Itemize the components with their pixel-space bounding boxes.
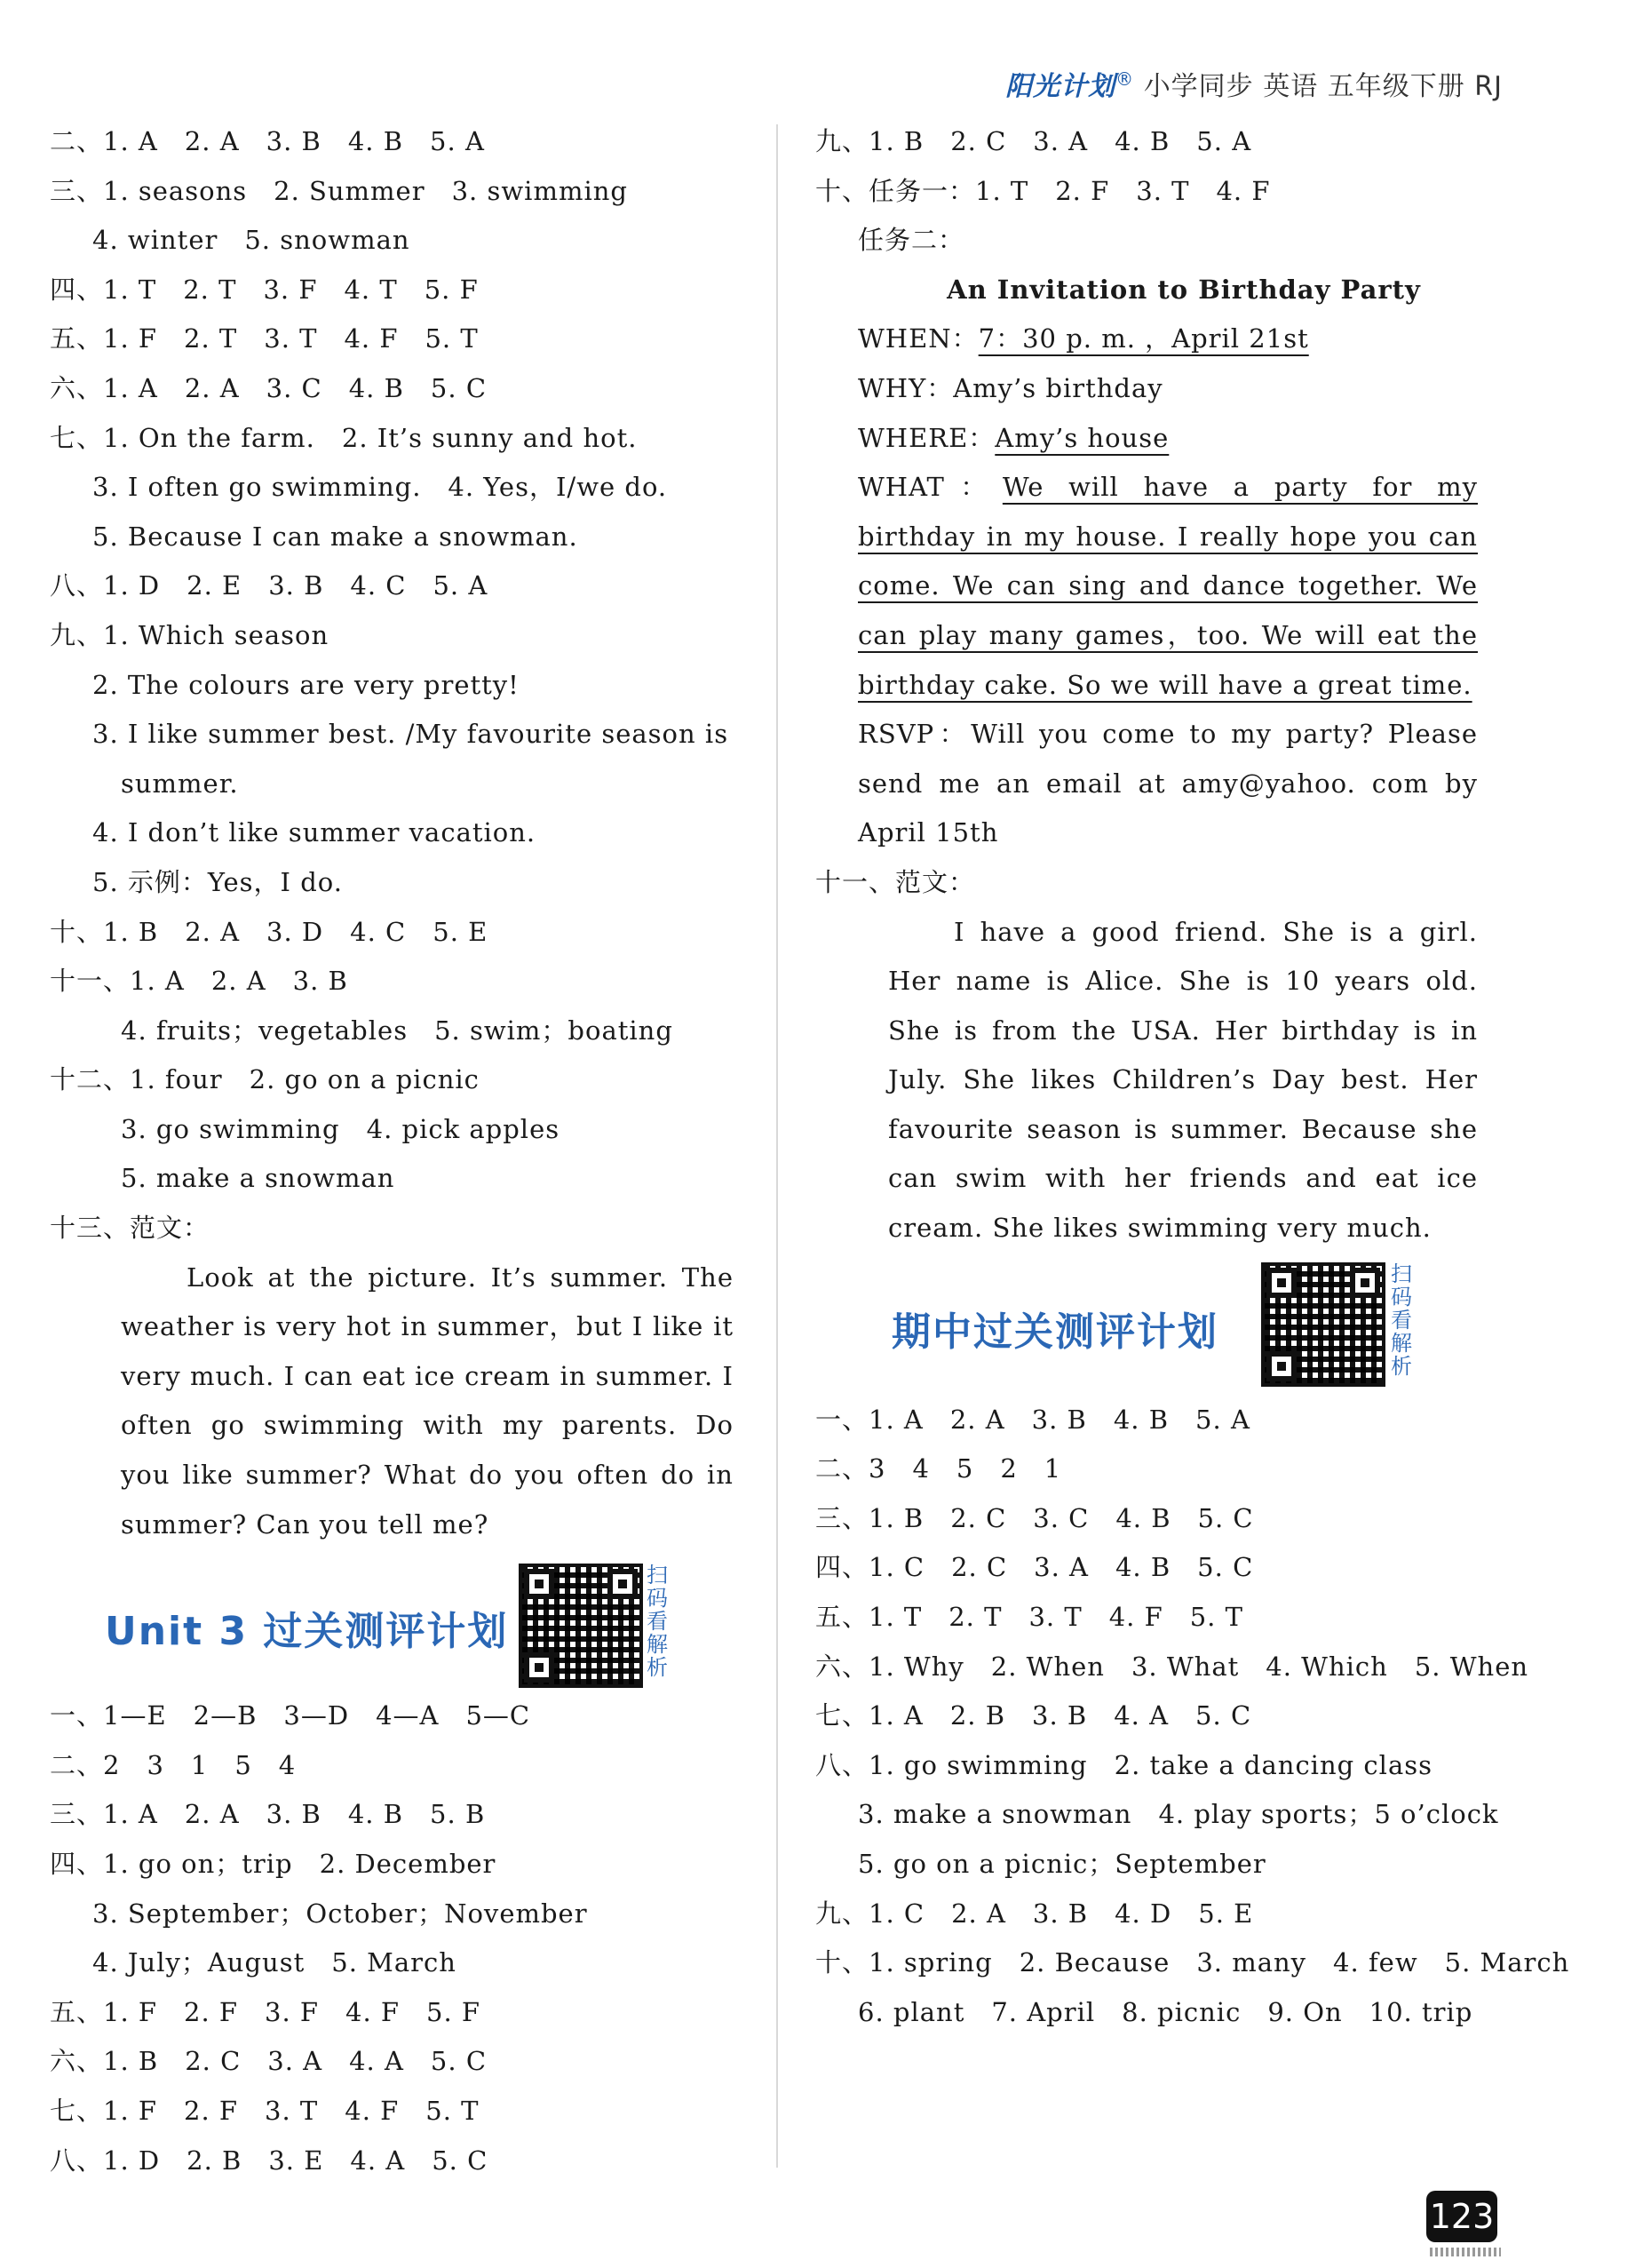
answer-line: 3. I often go swimming. 4. Yes，I/we do. [92, 472, 668, 503]
answer-line: 3. I like summer best. /My favourite season is [92, 719, 729, 750]
answer-line: 4. fruits；vegetables 5. swim；boating [121, 1015, 673, 1046]
answer-line: 十一、1. A 2. A 3. B [50, 966, 348, 997]
what-value: We will have a party for my birthday in my house. I really hope you can come. We can sing and dance together. We can play many games，too. We will eat the birthday cake. So we will have a great time. [858, 472, 1478, 700]
answer-line: 六、1. A 2. A 3. C 4. B 5. C [50, 372, 488, 403]
answer-line: 十、1. B 2. A 3. D 4. C 5. E [50, 916, 488, 947]
invitation-rsvp: RSVP：Will you come to my party? Please send me an email at amy@yahoo. com by April 15th [858, 719, 1478, 848]
invitation-title: An Invitation to Birthday Party [947, 274, 1421, 305]
answer-line: 5. Because I can make a snowman. [92, 521, 578, 552]
book-info: 小学同步 英语 五年级下册 RJ [1143, 71, 1503, 102]
invitation-what: WHAT：We will have a party for my birthday in my house. I really hope you can come. We can sing and dance together. We can play many games，too. We will eat the birthday cake. So we will have a great time. [858, 472, 1478, 700]
answer-line: 四、1. C 2. C 3. A 4. B 5. C [815, 1552, 1254, 1583]
answer-line: 十二、1. four 2. go on a picnic [50, 1064, 480, 1095]
answer-line: 二、2 3 1 5 4 [50, 1749, 297, 1780]
invitation-where: WHERE：Amy’s house [858, 422, 1170, 453]
answer-line: 七、1. A 2. B 3. B 4. A 5. C [815, 1700, 1252, 1731]
answer-line: 4. I don’t like summer vacation. [92, 817, 536, 848]
answer-line: 五、1. T 2. T 3. T 4. F 5. T [815, 1602, 1243, 1633]
page-number-underline [1430, 2248, 1501, 2256]
answer-line: 5. go on a picnic；September [858, 1849, 1266, 1879]
page-number: 123 [1426, 2191, 1497, 2242]
answer-line: 5. 示例：Yes，I do. [92, 866, 343, 897]
qr-label: 扫码看解析 [647, 1563, 668, 1681]
when-value: 7：30 p. m. ，April 21st [978, 323, 1309, 354]
answer-line: 二、3 4 5 2 1 [815, 1453, 1062, 1484]
answer-line: 十、1. spring 2. Because 3. many 4. few 5. March [815, 1947, 1570, 1978]
answer-line: 二、1. A 2. A 3. B 4. B 5. A [50, 126, 485, 156]
answer-line: 六、1. Why 2. When 3. What 4. Which 5. When [815, 1651, 1529, 1682]
answer-line: 6. plant 7. April 8. picnic 9. On 10. trip [858, 1996, 1473, 2027]
answer-line: 4. winter 5. snowman [92, 225, 410, 256]
answer-line: summer. [121, 768, 239, 799]
where-value: Amy’s house [995, 422, 1170, 453]
column-divider [776, 124, 778, 2168]
left-column [50, 117, 751, 2185]
answer-line: 四、1. go on；trip 2. December [50, 1849, 496, 1879]
qr-code[interactable] [1261, 1262, 1385, 1387]
answer-line: 六、1. B 2. C 3. A 4. A 5. C [50, 2046, 488, 2077]
invitation-why: WHY：Amy’s birthday [858, 372, 1163, 403]
answer-line: 九、1. Which season [50, 619, 329, 650]
answer-line: 2. The colours are very pretty! [92, 669, 520, 700]
answer-line: 十三、范文： [50, 1213, 210, 1244]
answer-line: 3. go swimming 4. pick apples [121, 1113, 560, 1144]
page-header: 阳光计划® 小学同步 英语 五年级下册 RJ [1005, 68, 1503, 102]
answer-line: 4. July；August 5. March [92, 1947, 456, 1978]
answer-line: 任务二： [858, 225, 965, 256]
answer-line: 三、1. seasons 2. Summer 3. swimming [50, 175, 628, 206]
answer-line: 十、任务一：1. T 2. F 3. T 4. F [815, 175, 1271, 206]
answer-line: 八、1. D 2. E 3. B 4. C 5. A [50, 570, 488, 601]
answer-line: 七、1. On the farm. 2. It’s sunny and hot. [50, 422, 638, 453]
unit3-section-header [50, 1549, 751, 1691]
unit3-title: Unit 3 过关测评计划 [105, 1609, 509, 1655]
answer-line: 三、1. A 2. A 3. B 4. B 5. B [50, 1799, 486, 1830]
qr-label: 扫码看解析 [1391, 1261, 1412, 1379]
answer-line: 3. September；October；November [92, 1898, 588, 1929]
answer-line: 五、1. F 2. F 3. F 4. F 5. F [50, 1996, 481, 2027]
midterm-section-header [815, 1253, 1517, 1396]
answer-line: 五、1. F 2. T 3. T 4. F 5. T [50, 323, 479, 354]
essay-heading: 十一、范文： [815, 866, 976, 897]
sample-essay: Look at the picture. It’s summer. The weather is very hot in summer，but I like it very much. I can eat ice cream in summer. I often go swimming with my parents. Do you like summer? What do you often do in summer? Can you tell me? [121, 1261, 734, 1540]
answer-line: 八、1. D 2. B 3. E 4. A 5. C [50, 2145, 488, 2176]
answer-line: 一、1—E 2—B 3—D 4—A 5—C [50, 1700, 531, 1731]
answer-line: 七、1. F 2. F 3. T 4. F 5. T [50, 2095, 480, 2126]
answer-line: 四、1. T 2. T 3. F 4. T 5. F [50, 274, 479, 305]
invitation-when: WHEN：7：30 p. m. ，April 21st [858, 323, 1309, 354]
sample-essay: I have a good friend. She is a girl. Her name is Alice. She is 10 years old. She is from the USA. Her birthday is in July. She likes Children’s Day best. Her favourite season is summer. Because she can swim with her friends and eat ice cream. She likes swimming very much. [888, 916, 1478, 1244]
answer-line: 九、1. C 2. A 3. B 4. D 5. E [815, 1898, 1254, 1929]
right-column [815, 117, 1570, 2037]
answer-line: 一、1. A 2. A 3. B 4. B 5. A [815, 1404, 1250, 1435]
answer-line: 5. make a snowman [121, 1163, 395, 1194]
answer-line: 3. make a snowman 4. play sports；5 o’clock [858, 1799, 1499, 1830]
answer-line: 九、1. B 2. C 3. A 4. B 5. A [815, 126, 1252, 156]
qr-code[interactable] [519, 1564, 643, 1688]
brand-name: 阳光计划 [1005, 71, 1116, 102]
answer-line: 三、1. B 2. C 3. C 4. B 5. C [815, 1502, 1254, 1533]
midterm-title: 期中过关测评计划 [892, 1309, 1218, 1355]
answer-line: 八、1. go swimming 2. take a dancing class [815, 1749, 1433, 1780]
